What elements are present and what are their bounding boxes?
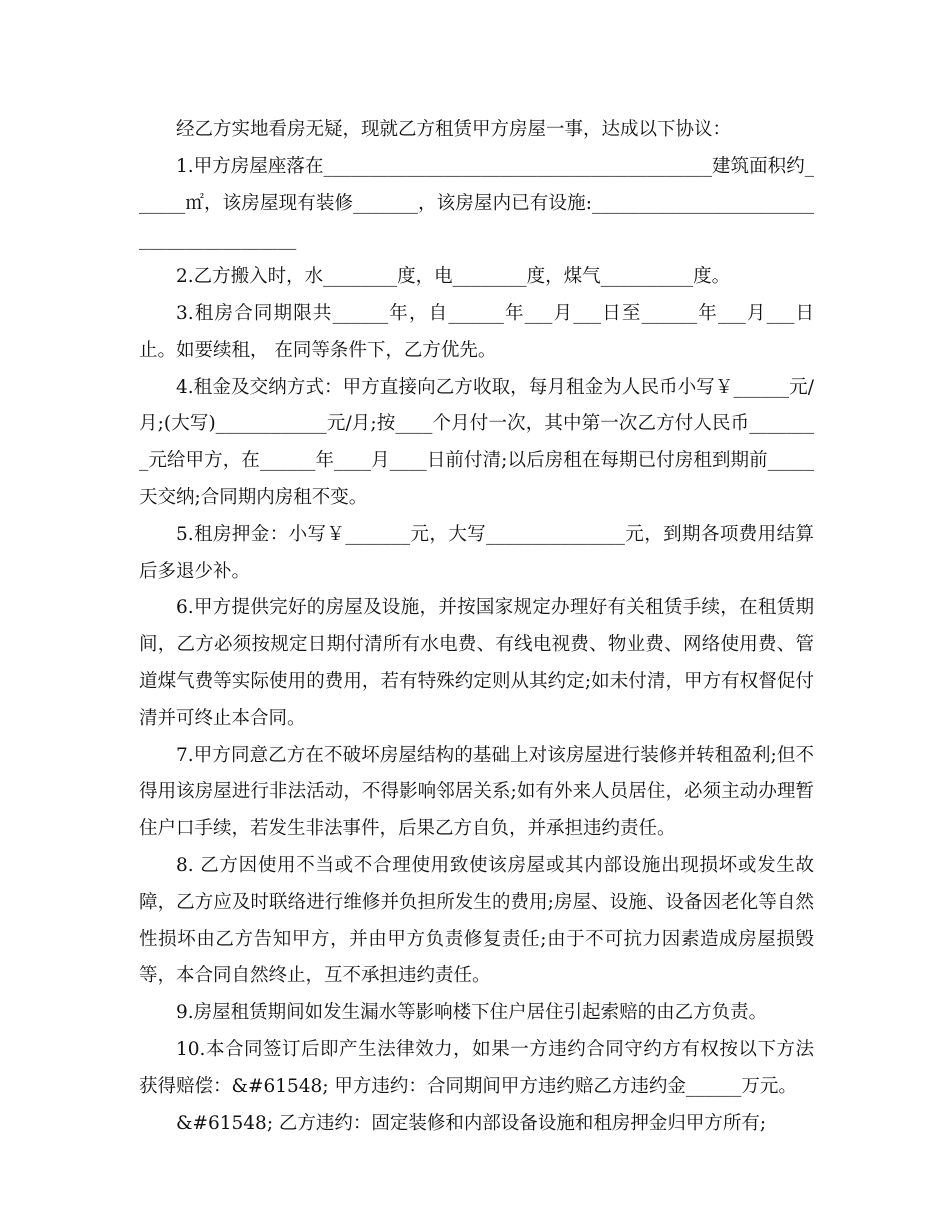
clause-4-paragraph: 4.租金及交纳方式：甲方直接向乙方收取，每月租金为人民币小写￥______元/月;(大写)____________元/月;按____个月付一次，其中第一次乙方付人民币________元给甲方，在______年____月____日前付清;以后房租在每期已付房租到期前_____天交纳;合同期内房租不变。 (139, 376, 814, 508)
clause-10-paragraph: 10.本合同签订后即产生法律效力，如果一方违约合同守约方有权按以下方法获得赔偿：&#61548; 甲方违约：合同期间甲方违约赔乙方违约金______万元。 (139, 1038, 814, 1097)
intro-paragraph: 经乙方实地看房无疑，现就乙方租赁甲方房屋一事，达成以下协议： (176, 119, 732, 140)
clause-5-paragraph: 5.租房押金：小写￥_______元，大写_______________元，到期各项费用结算后多退少补。 (139, 523, 814, 582)
clause-2-paragraph: 2.乙方搬入时，水________度，电________度，煤气__________度。 (176, 266, 731, 288)
clause-1-paragraph: 1.甲方房屋座落在__________________________________________建筑面积约______㎡，该房屋现有装修_______，该房屋内已有设施:_________________________________________ (139, 155, 814, 251)
clause-7-paragraph: 7.甲方同意乙方在不破坏房屋结构的基础上对该房屋进行装修并转租盈利;但不得用该房屋进行非法活动，不得影响邻居关系;如有外来人员居住，必须主动办理暂住户口手续，若发生非法事件，后果乙方自负，并承担违约责任。 (139, 744, 814, 840)
clause-6-paragraph: 6.甲方提供完好的房屋及设施，并按国家规定办理好有关租赁手续，在租赁期间，乙方必须按规定日期付清所有水电费、有线电视费、物业费、网络使用费、管道煤气费等实际使用的费用，若有特殊约定则从其约定;如未付清，甲方有权督促付清并可终止本合同。 (139, 597, 814, 729)
clause-9-paragraph: 9.房屋租赁期间如发生漏水等影响楼下住户居住引起索赔的由乙方负责。 (176, 1002, 768, 1024)
breach-party-b-paragraph: &#61548; 乙方违约：固定装修和内部设备设施和租房押金归甲方所有; (176, 1112, 767, 1134)
clause-8-paragraph: 8. 乙方因使用不当或不合理使用致使该房屋或其内部设施出现损坏或发生故障，乙方应及时联络进行维修并负担所发生的费用;房屋、设施、设备因老化等自然性损坏由乙方告知甲方，并由甲方负责修复责任;由于不可抗力因素造成房屋损毁等，本合同自然终止，互不承担违约责任。 (139, 854, 814, 987)
clause-3-paragraph: 3.租房合同期限共______年，自______年___月___日至______年___月___日止。如要续租， 在同等条件下，乙方优先。 (139, 302, 814, 361)
